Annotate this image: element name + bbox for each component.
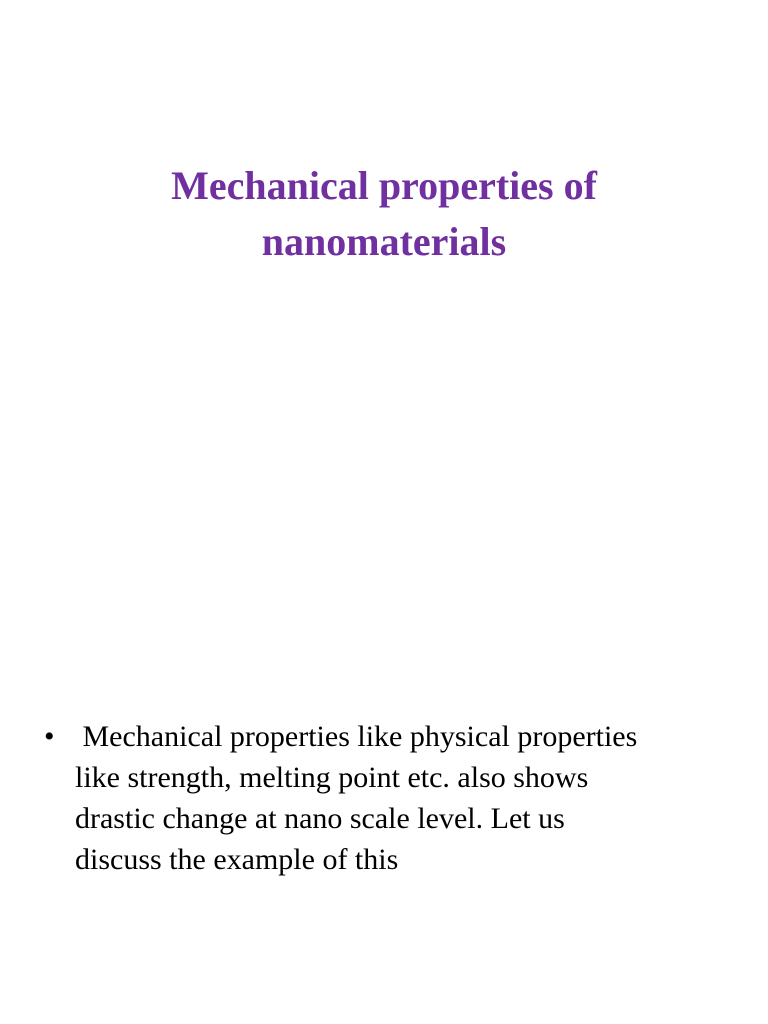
slide-title-line-1: Mechanical properties of (171, 163, 597, 208)
bullet-text-line-1: Mechanical properties like physical properties (75, 720, 638, 753)
bullet-list (44, 716, 734, 880)
slide-title (84, 158, 684, 270)
bullet-marker: • (44, 720, 55, 753)
slide-title-line-2: nanomaterials (261, 219, 507, 264)
bullet-text-line-4: discuss the example of this (75, 843, 399, 876)
bullet-item (44, 716, 734, 880)
bullet-text-line-2: like strength, melting point etc. also shows (75, 761, 589, 794)
bullet-text-line-3: drastic change at nano scale level. Let us (75, 802, 565, 835)
